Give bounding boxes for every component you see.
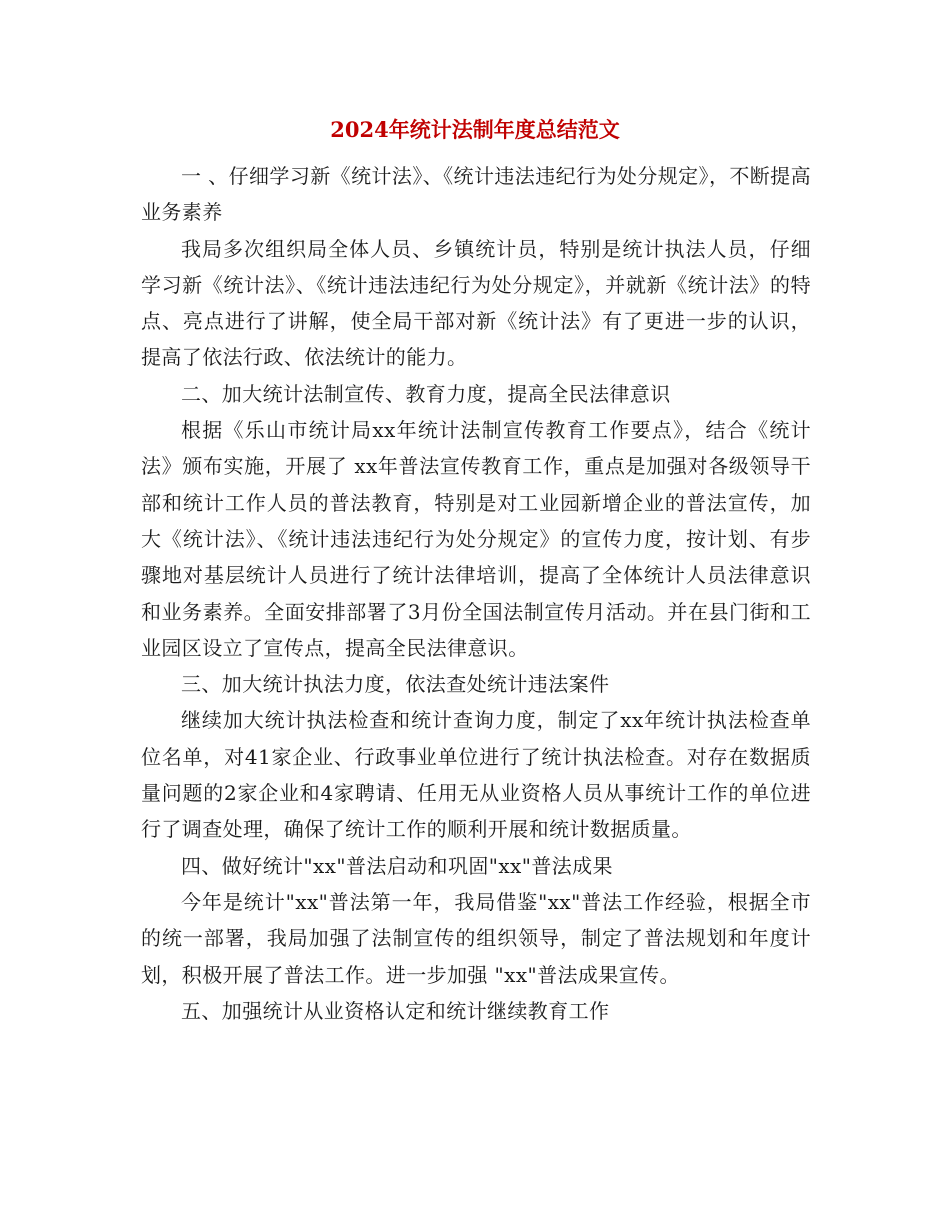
section-heading-3: 三、加大统计执法力度，依法查处统计违法案件 — [181, 672, 610, 697]
document-title: 2024年统计法制年度总结范文 — [330, 117, 620, 142]
section-heading-5: 五、加强统计从业资格认定和统计继续教育工作 — [181, 998, 610, 1023]
paragraph-2: 根据《乐山市统计局xx年统计法制宣传教育工作要点》，结合《统计法》颁布实施，开展了 xx年普法宣传教育工作，重点是加强对各级领导干部和统计工作人员的普法教育，特别是对工业园新增企业的普法宣传，加大《统计法》、《统计违法违纪行为处分规定》的宣传力度，按计划、有步骤地对基层统计人员进行了统计法律培训，提高了全体统计人员法律意识和业务素养。全面安排部署了3月份全国法制宣传月活动。并在县门街和工业园区设立了宣传点，提高全民法律意识。 — [141, 418, 811, 660]
paragraph-4: 今年是统计"xx"普法第一年，我局借鉴"xx"普法工作经验，根据全市的统一部署，我局加强了法制宣传的组织领导，制定了普法规划和年度计划，积极开展了普法工作。进一步加强 "xx"普法成果宣传。 — [141, 889, 811, 987]
document-body — [141, 158, 811, 1029]
section-heading-2: 二、加大统计法制宣传、教育力度，提高全民法律意识 — [181, 381, 671, 406]
paragraph-3: 继续加大统计执法检查和统计查询力度，制定了xx年统计执法检查单位名单，对41家企业、行政事业单位进行了统计执法检查。对存在数据质量问题的2家企业和4家聘请、任用无从业资格人员从事统计工作的单位进行了调查处理，确保了统计工作的顺利开展和统计数据质量。 — [141, 708, 811, 842]
paragraph-1: 我局多次组织局全体人员、乡镇统计员，特别是统计执法人员，仔细学习新《统计法》、《统计违法违纪行为处分规定》，并就新《统计法》的特点、亮点进行了讲解，使全局干部对新《统计法》有了更进一步的认识，提高了依法行政、依法统计的能力。 — [141, 236, 811, 370]
section-heading-1: 一 、仔细学习新《统计法》、《统计违法违纪行为处分规定》，不断提高业务素养 — [141, 164, 811, 225]
section-heading-4: 四、做好统计"xx"普法启动和巩固"xx"普法成果 — [181, 853, 613, 878]
